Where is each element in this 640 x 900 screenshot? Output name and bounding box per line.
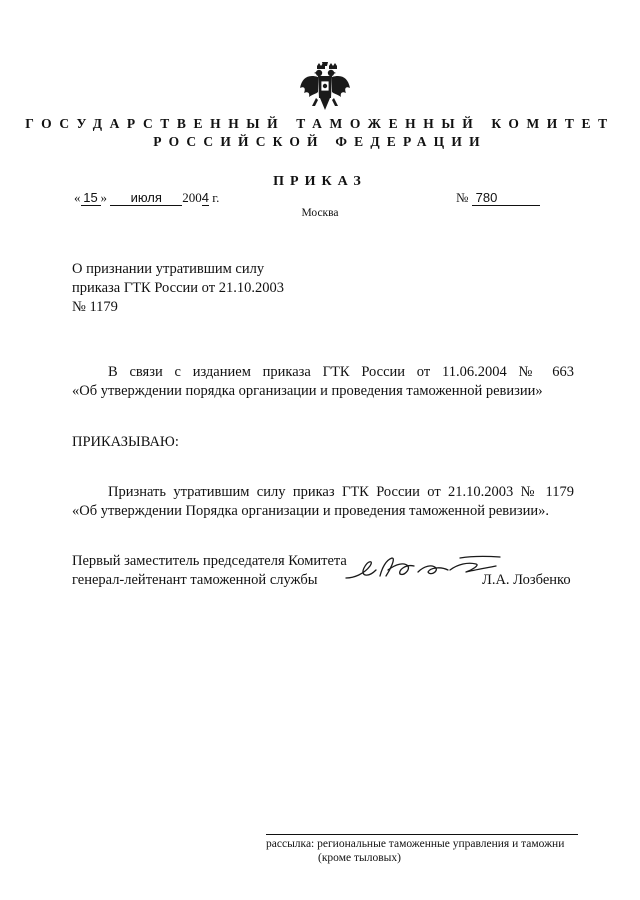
date-suffix: г. [212, 190, 220, 205]
position-line-2: генерал-лейтенант таможенной службы [72, 572, 318, 588]
date-day: 15 [81, 190, 101, 206]
date-close-quote: » [100, 190, 107, 205]
subject-line: № 1179 [72, 299, 118, 315]
distribution-line-2: (кроме тыловых) [318, 852, 401, 864]
organization-name-line2: РОССИЙСКОЙ ФЕДЕРАЦИИ [153, 134, 487, 149]
date-year-digit: 4 [201, 190, 209, 205]
number-label: № [456, 190, 469, 205]
signatory-name: Л.А. Лозбенко [482, 572, 571, 588]
subject-line: О признании утратившим силу [72, 261, 265, 277]
date-open-quote: « [74, 190, 81, 205]
order-number [456, 190, 540, 206]
number-value: 780 [472, 190, 540, 206]
city: Москва [301, 207, 339, 219]
paragraph-2-line-2: «Об утверждении Порядка организации и проведения таможенной ревизии». [72, 503, 549, 519]
position-line-1: Первый заместитель председателя Комитета [72, 553, 347, 569]
organization-name-line1: ГОСУДАРСТВЕННЫЙ ТАМОЖЕННЫЙ КОМИТЕТ [25, 116, 615, 131]
signatory-position [72, 552, 347, 590]
directive: ПРИКАЗЫВАЮ: [72, 434, 179, 450]
distribution-divider [266, 834, 578, 835]
subject-line: приказа ГТК России от 21.10.2003 [72, 280, 284, 296]
document-type-title: ПРИКАЗ [273, 174, 367, 189]
double-headed-eagle-icon [298, 62, 352, 120]
date-year-prefix: 200 [182, 190, 202, 205]
paragraph-1-line-2: «Об утверждении порядка организации и проведения таможенной ревизии» [72, 383, 543, 399]
distribution-list [266, 838, 578, 864]
distribution-line-1: рассылка: региональные таможенные управления и таможни [266, 838, 565, 850]
order-date [74, 190, 219, 206]
date-month: июля [110, 190, 182, 206]
paragraph-1-line-1: В связи с изданием приказа ГТК России от 11.06.2004 № 663 [108, 364, 574, 380]
subject-block [72, 260, 284, 317]
paragraph-2-line-1: Признать утратившим силу приказ ГТК России от 21.10.2003 № 1179 [108, 484, 574, 500]
